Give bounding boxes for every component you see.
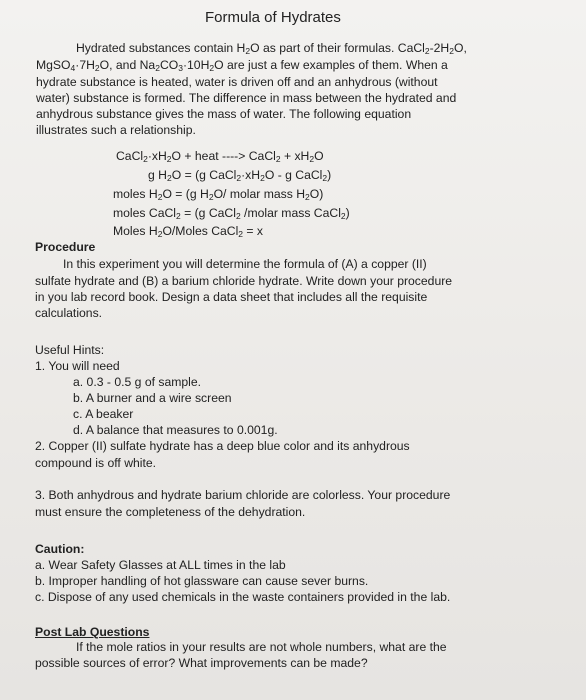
hint-item-3-line-1: 3. Both anhydrous and hydrate barium chloride are colorless. Your procedure [35,488,451,502]
hint-sub-a: a. 0.3 - 0.5 g of sample. [73,375,202,389]
caution-item-c: c. Dispose of any used chemicals in the waste containers provided in the lab. [35,590,451,604]
procedure-line-3: in you lab record book. Design a data sheet that includes all the requisite [35,290,428,304]
equation-4: moles CaCl$_2$ = (g CaCl$_2$ /molar mass CaCl$_2$) [113,206,350,221]
equation-5: Moles $H_2O$/Moles CaCl$_2$ = x [113,224,264,239]
procedure-line-1: In this experiment you will determine the formula of (A) a copper (II) [63,257,427,271]
equation-3: moles $H_2O = (g$ $H_2O/$ molar mass $H_2O$) [113,187,324,202]
equation-1: $CaCl_2\cdot xH_2O$ + heat ----> CaCl$_2$ + $xH_2O$ [116,149,324,164]
hint-sub-c: c. A beaker [73,407,134,421]
hint-item-1: 1. You will need [35,359,120,373]
post-lab-heading: Post Lab Questions [35,625,150,639]
intro-line-3: hydrate substance is heated, water is driven off and an anhydrous (without [36,75,438,89]
intro-line-1: Hydrated substances contain $H_2O$ as part of their formulas. $CaCl_2-2H_2O$, [76,41,467,56]
procedure-heading: Procedure [35,240,96,254]
intro-line-6: illustrates such a relationship. [36,123,196,137]
caution-heading: Caution: [35,542,85,556]
hint-item-2-line-2: compound is off white. [35,456,157,470]
intro-line-5: anhydrous substance gives the mass of water. The following equation [36,107,412,121]
post-lab-line-2: possible sources of error? What improvements can be made? [35,656,368,670]
equation-2: g $H_2O = (g$ $CaCl_2\cdot xH_2O - g$ CaCl$_2$) [148,168,332,183]
hint-item-2-line-1: 2. Copper (II) sulfate hydrate has a deep blue color and its anhydrous [35,439,410,453]
intro-line-4: water) substance is formed. The difference in mass between the hydrated and [36,91,457,105]
procedure-line-2: sulfate hydrate and (B) a barium chloride hydrate. Write down your procedure [35,274,453,288]
intro-line-2: $MgSO_4\cdot 7H_2O$, and $Na_2CO_3\cdot 10H_2O$ are just a few examples of them. When a [36,58,448,73]
post-lab-line-1: If the mole ratios in your results are not whole numbers, what are the [76,640,447,654]
procedure-line-4: calculations. [35,306,103,320]
hint-item-3-line-2: must ensure the completeness of the dehydration. [35,505,306,519]
caution-item-b: b. Improper handling of hot glassware can cause sever burns. [35,574,369,588]
hint-sub-d: d. A balance that measures to 0.001g. [73,423,278,437]
caution-item-a: a. Wear Safety Glasses at ALL times in the lab [35,558,286,572]
hint-sub-b: b. A burner and a wire screen [73,391,232,405]
page-title: Formula of Hydrates [205,9,341,26]
hints-heading: Useful Hints: [35,343,105,357]
